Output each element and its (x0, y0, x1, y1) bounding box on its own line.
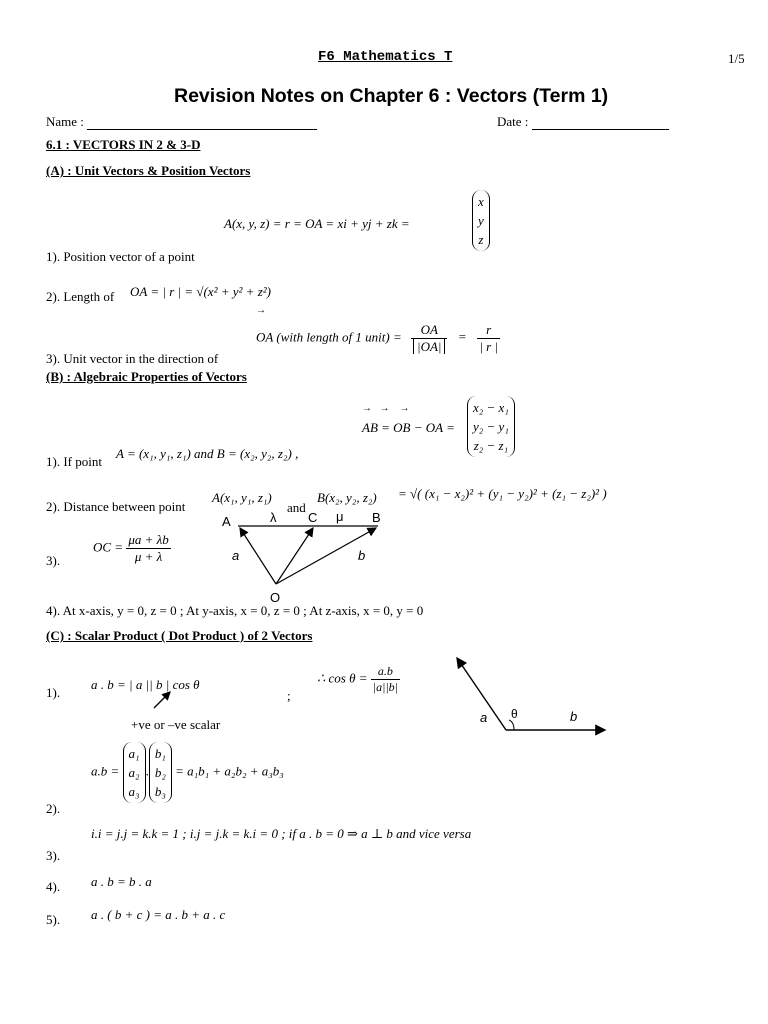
name-blank[interactable] (87, 117, 317, 130)
arrow-mark: → (256, 305, 266, 316)
item-b1: 1). If point (46, 454, 102, 469)
component-dot-product: a.b = a₁ a₂ a₃.b₁ b₂ b₃ = a₁b₁ + a₂b₂ + a₃b₃ (91, 742, 284, 803)
distributive-law: a . ( b + c ) = a . b + a . c (91, 907, 226, 922)
item-b2: 2). Distance between point (46, 499, 186, 514)
angle-label-a: a (480, 710, 488, 725)
commutative-law: a . b = b . a (91, 874, 152, 889)
pointer-arrow (148, 686, 178, 712)
cos-formula: ∴ cos θ = $\frac{a.b}{|a||b|}$ (317, 664, 398, 694)
orthonormal-rules: i.i = j.j = k.k = 1 ; i.j = j.k = k.i = 0 ; if a . b = 0 ⇒ a ⊥ b and vice versa (91, 826, 472, 841)
position-column-vector: x y z (472, 190, 490, 251)
item-a3: 3). Unit vector in the direction of (46, 351, 219, 366)
vector-oc-arrow (276, 528, 313, 584)
name-field[interactable] (46, 114, 317, 130)
page-number: 1/5 (728, 51, 745, 66)
semicolon: ; (287, 688, 291, 703)
item-b3: 3). (46, 553, 61, 568)
label-a-point: A (222, 514, 231, 529)
distance-formula: = √( (x₁ − x₂)² + (y₁ − y₂)² + (z₁ − z₂)² ) (398, 486, 607, 501)
item-c4: 4). (46, 879, 61, 894)
position-vector-formula: A(x, y, z) = r = OA = xi + yj + zk = (224, 216, 410, 231)
page-title: Revision Notes on Chapter 6 : Vectors (Term 1) (174, 85, 609, 107)
length-formula: OA = | r | = √(x² + y² + z²) (130, 284, 271, 299)
angle-label-theta: θ (511, 707, 518, 721)
label-o-point: O (270, 590, 281, 605)
item-c3: 3). (46, 848, 61, 863)
date-blank[interactable] (532, 117, 669, 130)
point-b: B(x₂, y₂, z₂) (317, 490, 377, 505)
and-word: and (287, 500, 306, 515)
item-a2: 2). Length of (46, 289, 115, 304)
section-formula: OC = $\frac{\mu a + \lambda b}{\mu + \lambda}$ (93, 532, 169, 564)
label-b-point: B (372, 510, 381, 525)
label-mu: μ (336, 509, 344, 524)
arrow-marks: → → → (362, 403, 410, 414)
item-c1: 1). (46, 685, 61, 700)
item-b1-points: A = (x₁, y₁, z₁) and B = (x₂, y₂, z₂) , (116, 446, 299, 461)
label-lambda: λ (270, 510, 277, 525)
unit-vector-formula: OA (with length of 1 unit) = $\frac{OA}{|OA|}$ = $\frac{r}{| r |}$ (256, 322, 499, 354)
angle-arc (509, 720, 514, 730)
ab-formula: AB = OB − OA = (362, 420, 455, 435)
point-a: A(x₁, y₁, z₁) (212, 490, 272, 505)
angle-diagram (440, 650, 620, 746)
name-label: Name : (46, 114, 84, 129)
subsection-c-heading: (C) : Scalar Product ( Dot Product ) of 2 Vectors (46, 628, 313, 643)
angle-label-b: b (570, 709, 578, 724)
section-heading: 6.1 : VECTORS IN 2 & 3-D (46, 137, 201, 152)
subsection-b-heading: (B) : Algebraic Properties of Vectors (46, 369, 247, 384)
label-vector-a: a (232, 548, 240, 563)
date-label: Date : (497, 114, 529, 129)
item-b4: 4). At x-axis, y = 0, z = 0 ; At y-axis, x = 0, z = 0 ; At z-axis, x = 0, y = 0 (46, 603, 424, 618)
item-c5: 5). (46, 912, 61, 927)
vector-a-arrow (240, 528, 276, 584)
scalar-note: +ve or –ve scalar (131, 717, 221, 732)
item-c2: 2). (46, 801, 61, 816)
section-diagram (210, 506, 400, 606)
item-a1: 1). Position vector of a point (46, 249, 195, 264)
label-vector-b: b (358, 548, 366, 563)
dot-product-definition: a . b = | a || b | cos θ (91, 677, 200, 692)
date-field[interactable] (497, 114, 669, 130)
label-c-point: C (308, 510, 318, 525)
course-title: F6 Mathematics T (318, 49, 453, 65)
ab-column-vector: x₂ − x₁ y₂ − y₁ z₂ − z₁ (467, 396, 515, 457)
subsection-a-heading: (A) : Unit Vectors & Position Vectors (46, 163, 251, 178)
